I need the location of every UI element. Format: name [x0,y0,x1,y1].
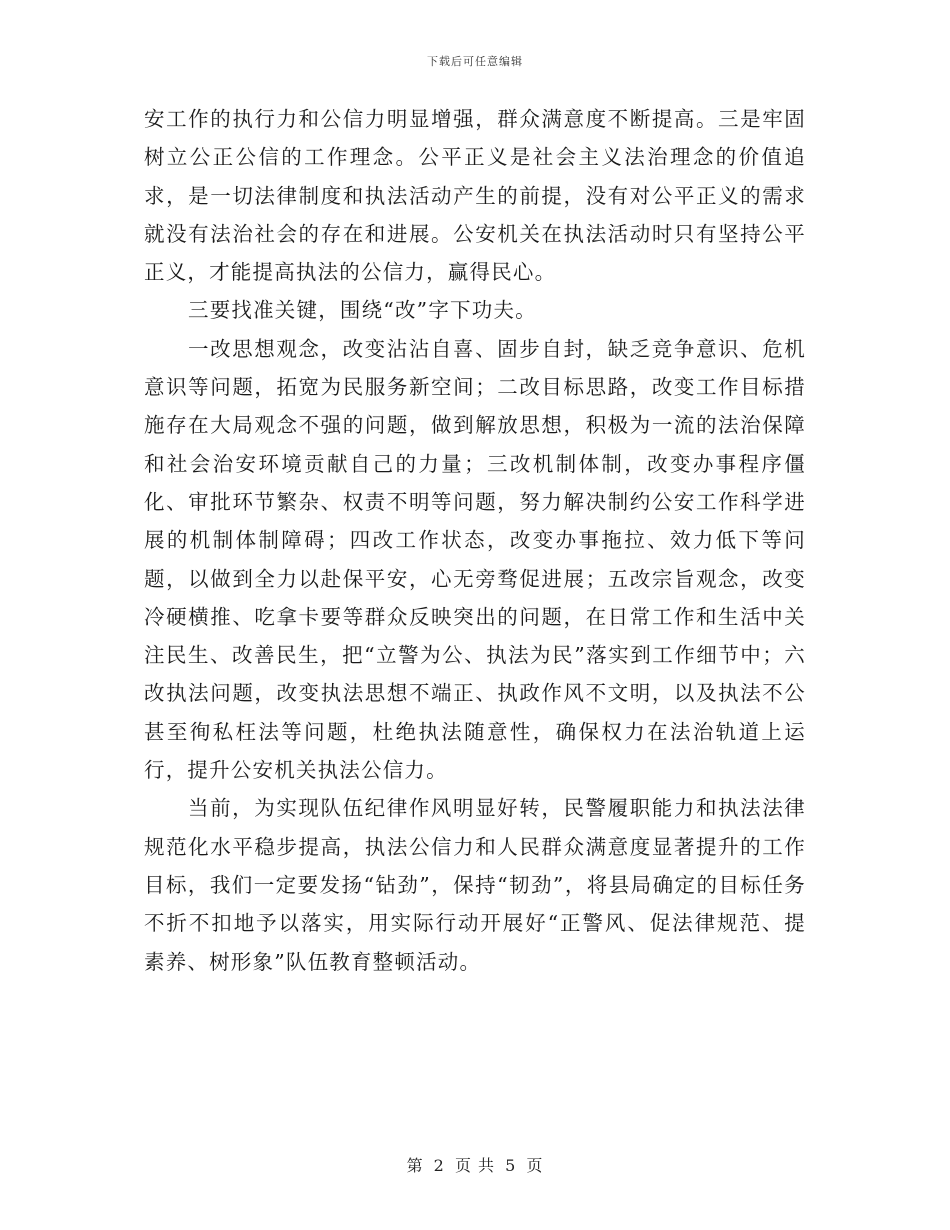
page-header: 下载后可任意编辑 [427,55,523,68]
page-footer [0,1153,950,1176]
paragraph-section-heading: 三要找准关键，围绕“改”字下功夫。 [188,298,537,323]
footer-current-page: 2 [433,1156,445,1175]
footer-suffix: 页 [526,1156,544,1175]
paragraph-six-reforms: 一改思想观念，改变沾沾自喜、固步自封，缺乏竞争意识、危机意识等问题，拓宽为民服务新空间；二改目标思路，改变工作目标措施存在大局观念不强的问题，做到解放思想，积极为一流的法治保障和社会治安环境贡献自己的力量；三改机制体制，改变办事程序僵化、审批环节繁杂、权责不明等问题，努力解决制约公安工作科学进展的机制体制障碍；四改工作状态，改变办事拖拉、效力低下等问题，以做到全力以赴保平安，心无旁骛促进展；五改宗旨观念，改变冷硬横推、吃拿卡要等群众反映突出的问题，在日常工作和生活中关注民生、改善民生，把“立警为公、执法为民”落实到工作细节中；六改执法问题，改变执法思想不端正、执政作风不文明，以及执法不公甚至徇私枉法等问题，杜绝执法随意性，确保权力在法治轨道上运行，提升公安机关执法公信力。 [144,336,806,783]
footer-middle: 页 共 [454,1156,496,1175]
document-body [144,100,806,981]
footer-prefix: 第 [406,1156,424,1175]
paragraph-conclusion: 当前，为实现队伍纪律作风明显好转，民警履职能力和执法法律规范化水平稳步提高，执法公信力和人民群众满意度显著提升的工作目标，我们一定要发扬“钻劲”，保持“韧劲”，将县局确定的目标任务不折不扣地予以落实，用实际行动开展好“正警风、促法律规范、提素养、树形象”队伍教育整顿活动。 [144,796,806,974]
footer-total-pages: 5 [505,1156,517,1175]
paragraph-continuation: 安工作的执行力和公信力明显增强，群众满意度不断提高。三是牢固树立公正公信的工作理念。公平正义是社会主义法治理念的价值追求，是一切法律制度和执法活动产生的前提，没有对公平正义的需求就没有法治社会的存在和进展。公安机关在执法活动时只有坚持公平正义，才能提高执法的公信力，赢得民心。 [144,107,806,285]
